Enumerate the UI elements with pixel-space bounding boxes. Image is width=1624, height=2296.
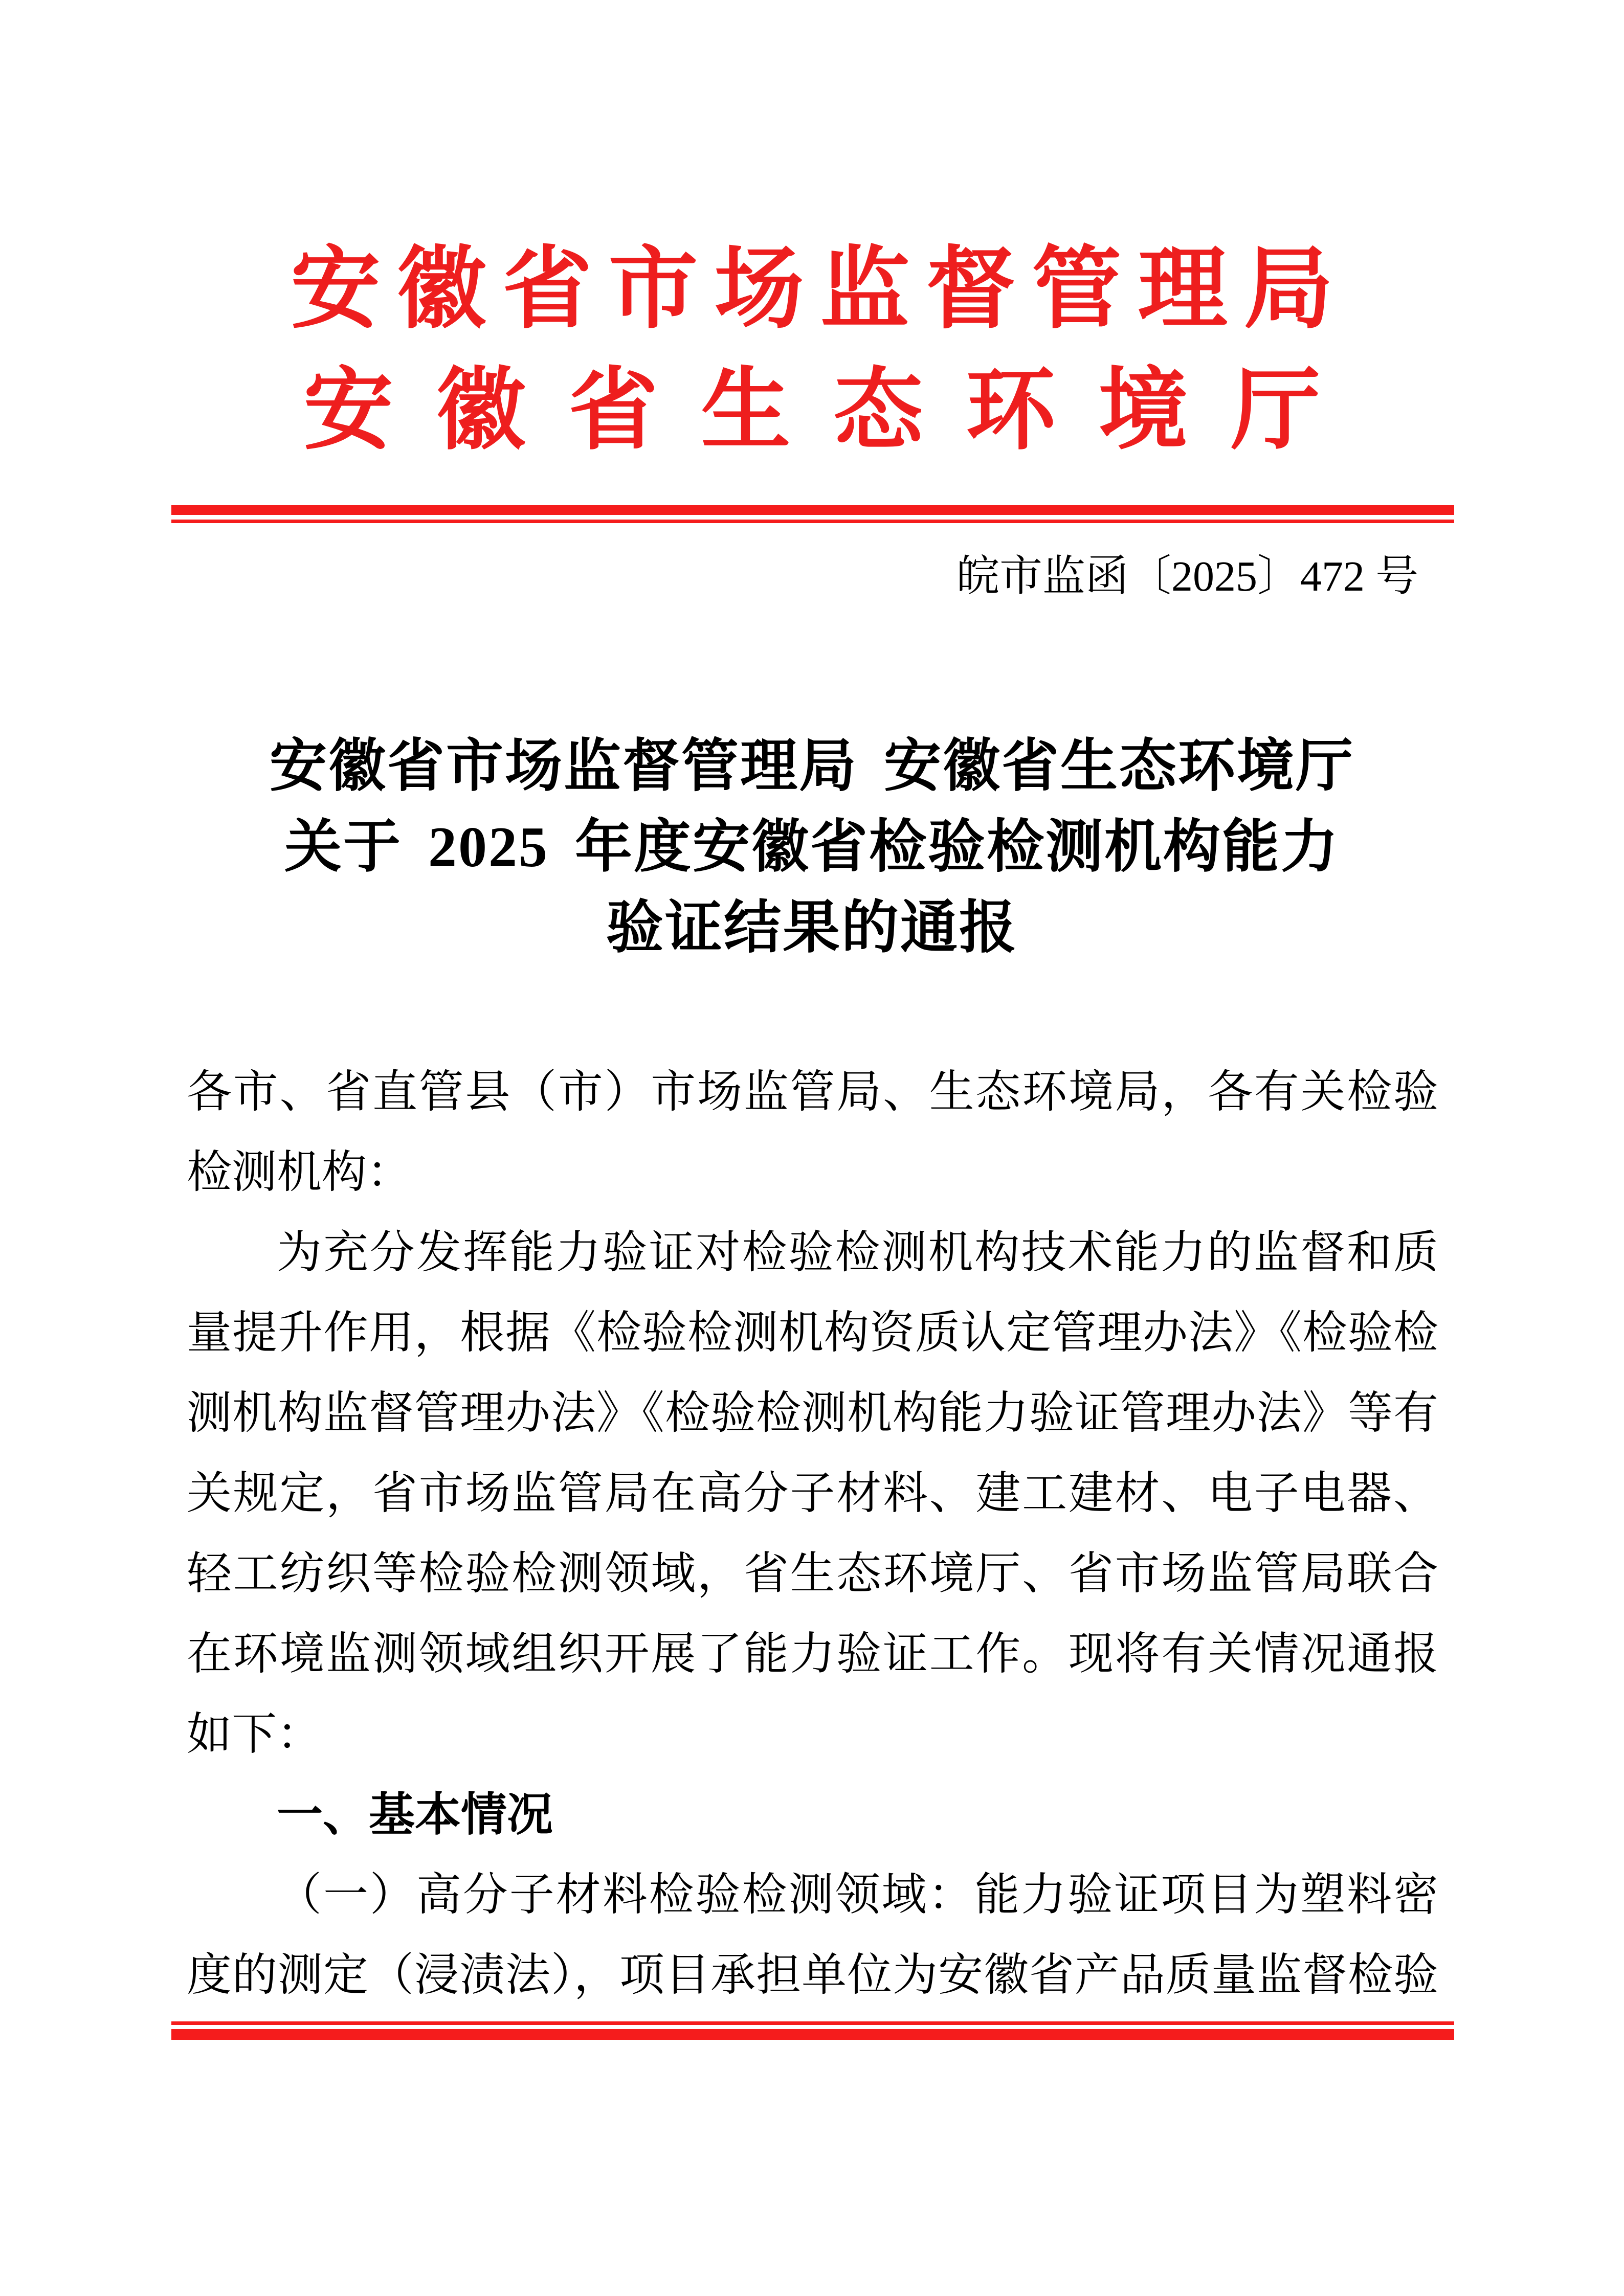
agency-name-text-2: 安徽省生态环境厅 — [303, 361, 1364, 460]
document-title-line-2: 关于 2025 年度安徽省检验检测机构能力 — [284, 816, 1340, 879]
body-line-salutation-1: 各市、省直管县（市）市场监管局、生态环境局，各有关检验 — [187, 1068, 1438, 1117]
body-line-para1-2: 量提升作用，根据《检验检测机构资质认定管理办法》《检验检 — [187, 1309, 1438, 1358]
body-line-para2-2: 度的测定（浸渍法），项目承担单位为安徽省产品质量监督检验 — [187, 1951, 1438, 2000]
body-line-para1-3: 测机构监督管理办法》《检验检测机构能力验证管理办法》等有 — [187, 1389, 1438, 1438]
document-title — [0, 726, 1624, 969]
document-body — [187, 1052, 1438, 2016]
body-line-para1-5: 轻工纺织等检验检测领域，省生态环境厅、省市场监管局联合 — [187, 1549, 1438, 1599]
body-line-salutation-2: 检测机构： — [187, 1148, 412, 1198]
header-divider-thin — [171, 520, 1454, 523]
agency-name-line-2 — [0, 350, 1624, 471]
footer-divider-thin — [171, 2021, 1454, 2025]
doc-number: 皖市监函〔2025〕472 号 — [956, 553, 1418, 600]
body-line-para1-6: 在环境监测领域组织开展了能力验证工作。现将有关情况通报 — [187, 1630, 1438, 1679]
document-title-line-3: 验证结果的通报 — [606, 896, 1018, 960]
section-heading-1: 一、基本情况 — [277, 1789, 553, 1840]
footer-divider-thick — [171, 2029, 1454, 2040]
document-title-line-1: 安徽省市场监督管理局 安徽省生态环境厅 — [270, 735, 1354, 798]
letterhead — [0, 229, 1624, 471]
header-divider-thick — [171, 505, 1454, 515]
body-line-para1-7: 如下： — [187, 1710, 322, 1760]
body-line-para2-1: （一）高分子材料检验检测领域：能力验证项目为塑料密 — [277, 1871, 1438, 1920]
body-line-para1-4: 关规定，省市场监管局在高分子材料、建工建材、电子电器、 — [187, 1469, 1438, 1519]
body-line-para1-1: 为充分发挥能力验证对检验检测机构技术能力的监督和质 — [277, 1228, 1438, 1278]
agency-name-text-1: 安徽省市场监督管理局 — [291, 240, 1350, 339]
agency-name-line-1 — [0, 229, 1624, 350]
